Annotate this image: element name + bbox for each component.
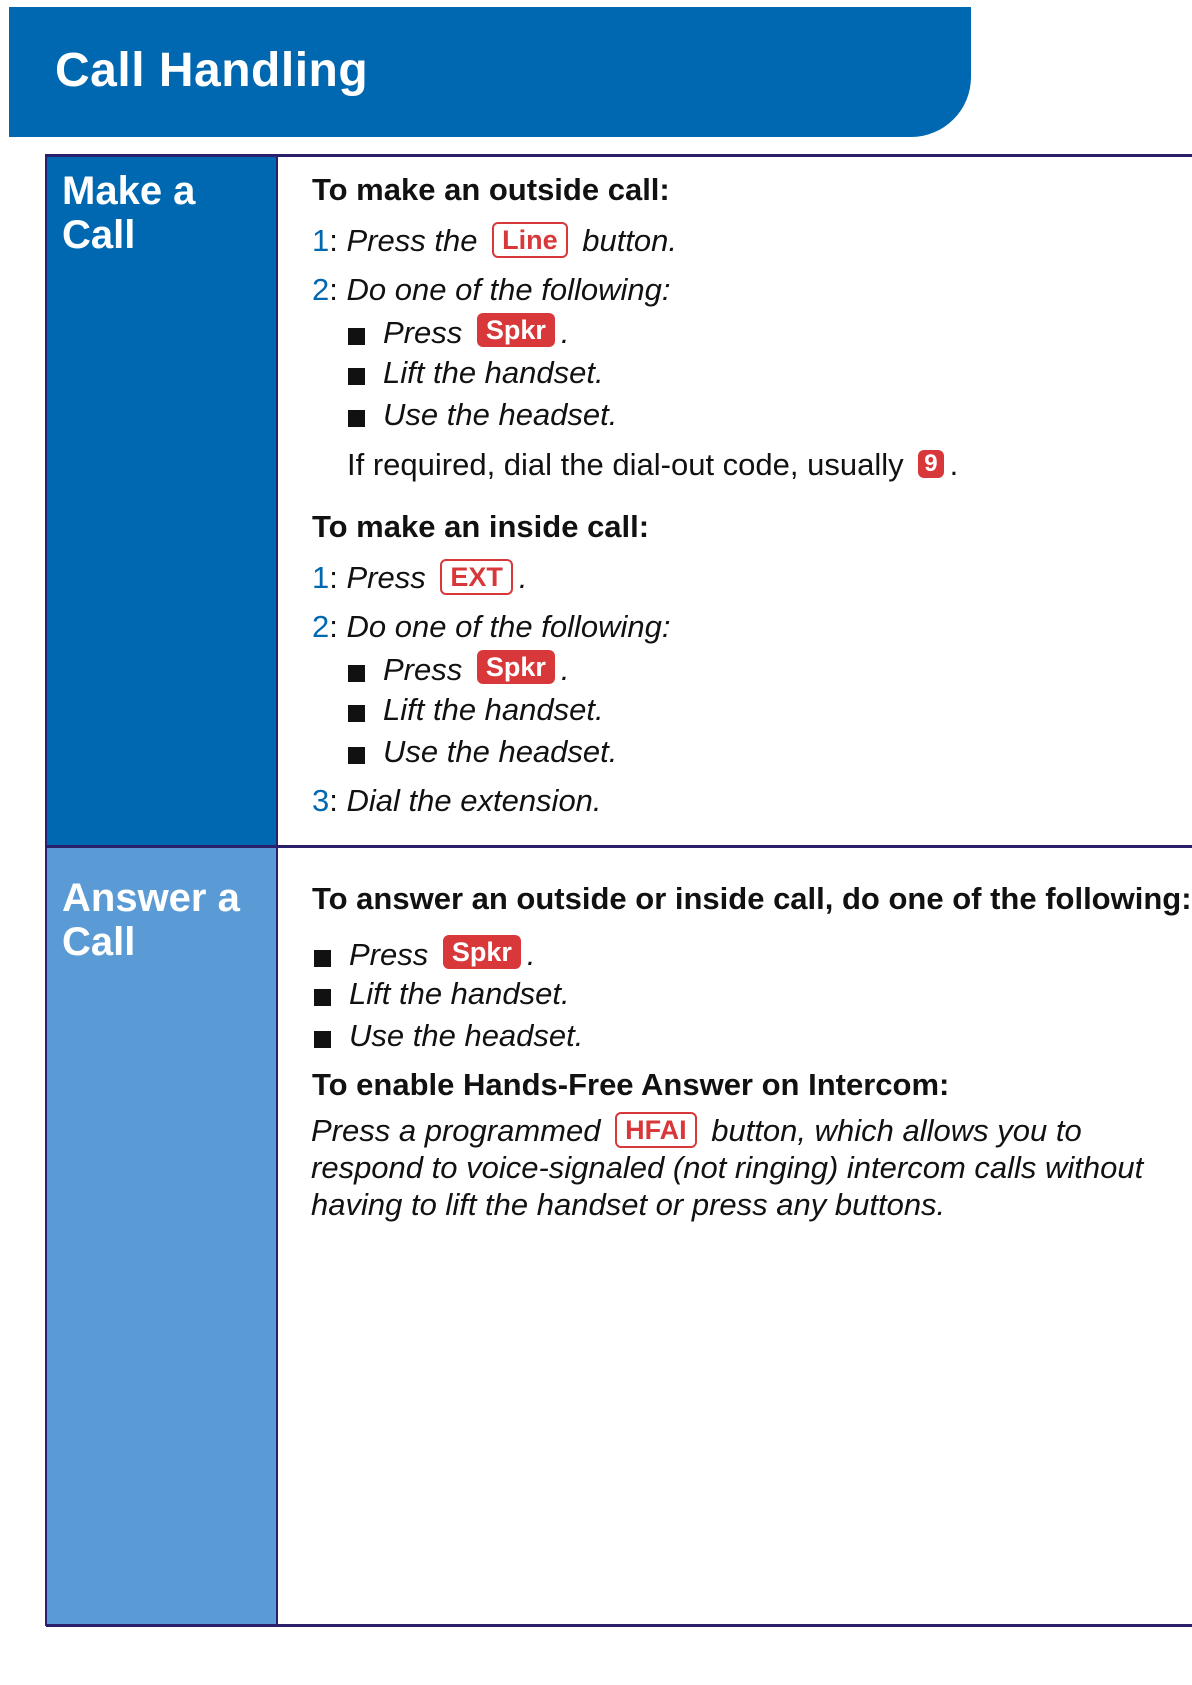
make-call-title: Make a Call [62,169,196,257]
step-text: Press the [346,223,478,258]
step-number: 2 [312,609,330,644]
ext-key: EXT [440,559,513,595]
answer-bullet-3 [314,1018,583,1054]
hfa-heading: To enable Hands-Free Answer on Intercom: [312,1067,950,1102]
note-text: If required, dial the dial-out code, usually [347,447,904,482]
bullet-square [348,665,365,682]
bullet-text: Use the headset. [349,1018,584,1053]
inside-bullet-2 [348,692,604,728]
answer-bullet-2 [314,976,570,1012]
punctuation: . [560,315,570,350]
step-text: Do one of the following: [346,272,671,307]
step-number: 1 [312,560,330,595]
bullet-text: Lift the handset. [383,692,604,727]
inside-bullet-3 [348,734,617,770]
bullet-square [348,368,365,385]
hfa-text: button, which allows you to respond to voice-signaled (not ringing) intercom calls without having to lift the handset or press any buttons. [311,1113,1144,1222]
step-text: Press [346,560,426,595]
bottom-rule [46,1624,1192,1627]
hfai-key: HFAI [615,1112,697,1148]
step-text: Dial the extension. [346,783,602,818]
column-rule [276,154,278,1626]
step-colon: : [329,272,338,307]
hfa-text: Press a programmed [311,1113,601,1148]
outside-bullet-3 [348,397,617,433]
bullet-square [348,705,365,722]
bullet-text: Press [383,652,463,687]
answer-call-title: Answer a Call [62,876,240,964]
step-colon: : [329,783,338,818]
bullet-text: Lift the handset. [349,976,570,1011]
outside-bullet-2 [348,355,604,391]
bullet-square [348,410,365,427]
line-key: Line [492,222,568,258]
bullet-text: Use the headset. [383,397,618,432]
punctuation: . [560,652,570,687]
punctuation: . [949,447,959,482]
page-header [9,7,971,137]
step-text: Do one of the following: [346,609,671,644]
punctuation: . [526,937,536,972]
nine-key: 9 [918,450,943,478]
outside-step-2 [312,272,671,308]
outside-bullet-1 [348,313,570,351]
bullet-text: Press [349,937,429,972]
make-call-sidebar [47,157,276,845]
spkr-key: Spkr [477,313,555,347]
bullet-text: Use the headset. [383,734,618,769]
inside-step-2 [312,609,671,645]
inside-call-heading: To make an inside call: [312,509,650,544]
page-title: Call Handling [55,44,369,97]
bullet-square [348,328,365,345]
dial-out-note [347,447,958,483]
spkr-key: Spkr [443,935,521,969]
step-number: 2 [312,272,330,307]
answer-call-sidebar [47,848,276,1624]
step-colon: : [329,223,338,258]
bullet-square [314,989,331,1006]
step-colon: : [329,560,338,595]
outside-call-heading: To make an outside call: [312,172,670,207]
bullet-square [314,950,331,967]
outside-step-1 [312,222,677,259]
inside-step-1 [312,559,528,596]
inside-bullet-1 [348,650,570,688]
spkr-key: Spkr [477,650,555,684]
step-number: 3 [312,783,330,818]
bullet-text: Press [383,315,463,350]
answer-bullet-1 [314,935,536,973]
bullet-square [348,747,365,764]
bullet-square [314,1031,331,1048]
punctuation: . [518,560,528,595]
inside-step-3 [312,783,602,819]
hfa-paragraph [311,1112,1171,1223]
step-colon: : [329,609,338,644]
answer-call-heading: To answer an outside or inside call, do one of the following: [312,881,1192,916]
step-text: button. [582,223,678,258]
step-number: 1 [312,223,330,258]
bullet-text: Lift the handset. [383,355,604,390]
